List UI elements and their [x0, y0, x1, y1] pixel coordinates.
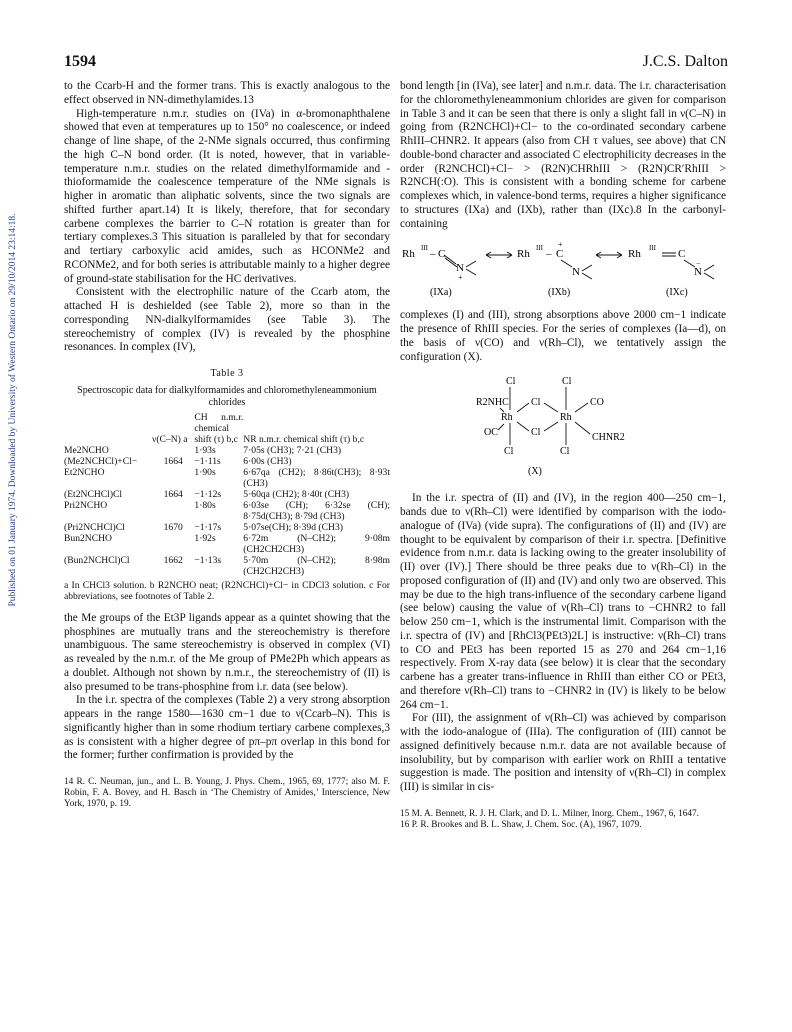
structure-label: (X) — [528, 466, 542, 478]
carbon-atom: C — [438, 248, 446, 261]
n-substituent-bond — [466, 269, 476, 275]
table-cell: 5·70m (N–CH2); 8·98m (CH2CH2CH3) — [243, 554, 390, 577]
table-title: Table 3 — [210, 368, 244, 379]
data-table — [64, 412, 390, 577]
table-cell: −1·17s — [194, 521, 222, 533]
rh-atom: Rh — [517, 248, 530, 261]
n-substituent-bond — [466, 261, 476, 267]
left-column — [64, 80, 390, 810]
table-cell: 6·00s (CH3) — [243, 455, 292, 467]
footnote: 14 R. C. Neuman, jun., and L. B. Young, J. Phys. Chem., 1965, 69, 1777; also M. F. Robin, F. A. Bovey, and H. Basch in ‘The Chemistry of Amides,’ Interscience, New York, 1970, p. 19. — [64, 777, 390, 809]
cl-atom: Cl — [560, 446, 570, 458]
footnotes-right — [400, 809, 726, 831]
column-header — [64, 412, 152, 445]
n-substituent-bond — [704, 265, 714, 271]
column-header: NR n.m.r. chemical shift (τ) b,c — [243, 433, 365, 445]
charge-plus: + — [558, 240, 563, 250]
table-cell: 6·72m (N–CH2); 9·08m (CH2CH2CH3) — [243, 532, 390, 555]
table-cell: 1664 — [163, 455, 183, 467]
table-cell — [152, 533, 194, 555]
table-row — [64, 533, 390, 555]
table-row — [64, 522, 390, 533]
table-cell: 5·60qa (CH2); 8·40t (CH3) — [243, 488, 350, 500]
table-cell: 5·07se(CH); 8·39d (CH3) — [243, 521, 343, 533]
table-row — [64, 489, 390, 500]
oc-ligand: OC — [484, 427, 498, 439]
right-column — [400, 80, 726, 831]
paragraph: the Me groups of the Et3P ligands appear as a quintet showing that the phosphines are mutually trans and the stereochemistry is therefore unambiguous. The same stereochemistry is observed in complex (VI) as revealed by the n.m.r. of the Me group of PMe2Ph which appears as a doublet. Although not shown by n.m.r., the stereochemistry of (II) is also presumed to be trans-phosphine from i.r. data (see below). — [64, 611, 390, 693]
rh-atom: Rh — [560, 412, 572, 424]
bond-dash: – — [430, 248, 436, 261]
cl-atom: Cl — [506, 376, 516, 388]
bond-dash: – — [546, 248, 552, 261]
paragraph: In the i.r. spectra of (II) and (IV), in the region 400—250 cm−1, bands due to ν(Rh–Cl) were identified by comparison with the iodo-analogue of (IVa) (vide supra). The configurations of (II) and (IV) are thought to be equivalent by comparison of their i.r. spectra. [Definitive evidence from n.m.r. data is lacking owing to the greater insolubility of (II) over (IV).] There should be three peaks due to ν(Rh–Cl) in the proposed configuration of (II) and (IV) and only two are observed. This may be due to the high trans-influence of the secondary carbene ligand (see below) causing the value of ν(Rh–Cl) trans to −CHNR2 to fall below 250 cm−1, which is the instrumental limit. Comparison with the i.r. spectra of (IV) and [RhCl3(PEt3)2L] is instructive: ν(Rh–Cl) trans to CO and PEt3 has been reported 15 as 270 and 264 cm−1,16 respectively. From X-ray data (see below) it is clear that the secondary carbene has a greater trans-influence in RhIII than either CO or PEt3, and therefore ν(Rh–Cl) trans to −CHNR2 in (IV) is likely to be below 264 cm−1. — [400, 492, 726, 711]
oxidation-state: III — [649, 244, 656, 253]
table-cell: 1·90s — [194, 466, 216, 478]
chnr2-ligand: CHNR2 — [592, 432, 625, 444]
table-row — [64, 467, 390, 489]
rh-atom: Rh — [501, 412, 513, 424]
paragraph: bond length [in (IVa), see later] and n.m.r. data. The i.r. characterisation for the chloromethyleneammonium chlorides are given for comparison in Table 3 and it can be seen that there is only a slight fall in ν(C–N) in going from (R2NCHCl)+Cl− to the co-ordinated secondary carbene RhIII–CHNR2. It appears (also from CH τ values, see above) that CN double-bond character and associated C electrophilicity decreases in the order (R2NCHCl)+Cl− > (R2N)CHRhIII > (R2N)CR′RhIII > R2NCH(:O). This is consistent with a bonding scheme for carbene complexes which, in valence-bond terms, requires a higher significance to structures (IXa) and (IXb), rather than (IXc).8 In the carbonyl-containing — [400, 80, 726, 230]
cl-bridge: Cl — [531, 427, 541, 439]
footnote: 16 P. R. Brookes and B. L. Shaw, J. Chem. Soc. (A), 1967, 1079. — [400, 819, 642, 830]
table-caption: Spectroscopic data for dialkylformamides and chloromethyleneammonium chlorides — [77, 384, 377, 408]
table-cell: 7·05s (CH3); 7·21 (CH3) — [243, 444, 342, 456]
paragraph: In the i.r. spectra of the complexes (Table 2) a very strong absorption appears in the range 1580—1630 cm−1 due to ν(Ccarb–N). This is significantly higher than in some rhodium tertiary carbene complexes,3 as is consistent with a higher degree of pπ–pπ overlap in this bond for the former; further confirmation is provided by the — [64, 694, 390, 762]
paragraph: complexes (I) and (III), strong absorptions above 2000 cm−1 indicate the presence of RhIII species. For the series of complexes (Ia—d), on the basis of ν(CO) and ν(Rh–Cl), we tentatively assign the configuration (X). — [400, 309, 726, 363]
table-row — [64, 555, 390, 577]
table-cell: 1664 — [163, 488, 183, 500]
paragraph: High-temperature n.m.r. studies on (IVa) in α-bromonaphthalene showed that even at temperatures up to 150° no coalescence, or indeed change of line shape, of the 2-NMe signals occurred, thus confirming the high C–N bond order. (It is noted, however, that in variable-temperature n.m.r. studies on the related dimethylformamide and -thioformamide the coalescence temperature of the NMe signals is higher in aromatic than aliphatic solvents, since the two signals are shifted further apart.14) It is likely, therefore, that for secondary carbene complexes the barrier to C–N rotation is greater than for tertiary complexes.3 This situation is paralleled by that for secondary and tertiary carboxylic acid amides, such as HCONMe2 and RCONMe2, and for both series is attributable mainly to a higher degree of ground-state stabilisation for the HC derivatives. — [64, 107, 390, 285]
table-cell: 1·92s — [194, 532, 216, 544]
table-header-row — [64, 412, 390, 445]
column-header: CH n.m.r. chemical shift (τ) b,c — [194, 411, 244, 445]
paragraph: For (III), the assignment of ν(Rh–Cl) was achieved by comparison with the iodo-analogue of (IIIa). The configuration of (III) cannot be assigned definitively because n.m.r. data are not available because of insolubility, but by comparison with earlier work on RhIII a tentative suggestion is made. The position and intensity of ν(Rh–Cl) in complex (III) is similar in cis- — [400, 712, 726, 793]
table-cell: 1·80s — [194, 499, 216, 511]
resonance-scheme-ix — [400, 239, 726, 299]
download-notice[interactable]: Published on 01 January 1974. Downloaded by University of Western Ontario on 29/10/2014 23:14:18. — [8, 213, 18, 607]
nitrogen-atom: N — [572, 266, 580, 279]
table-cell: 6·03se (CH); 6·32se (CH); 8·75d(CH3); 8·79d (CH3) — [243, 499, 390, 522]
table-cell: −1·11s — [194, 455, 221, 467]
table-cell — [152, 445, 194, 456]
footnotes-left — [64, 777, 390, 810]
table-footnote: a In CHCl3 solution. b R2NCHO neat; (R2NCHCl)+Cl− in CDCl3 solution. c For abbreviations, see footnotes of Table 2. — [64, 579, 390, 602]
table-cell: 1662 — [163, 554, 183, 566]
table-cell: (Et2NCHCl)Cl — [64, 488, 123, 500]
structure-label: (IXc) — [666, 287, 688, 299]
table-3 — [64, 367, 390, 602]
oxidation-state: III — [536, 244, 543, 253]
table-cell: 1·93s — [194, 444, 216, 456]
table-cell: Et2NCHO — [64, 466, 105, 478]
paragraph: to the Ccarb-H and the former trans. This is exactly analogous to the effect observed in NN-dimethylamides.13 — [64, 80, 390, 106]
rh-atom: Rh — [402, 248, 415, 261]
structure-label: (IXb) — [548, 287, 571, 299]
table-cell: (Me2NCHCl)+Cl− — [64, 455, 138, 467]
carbon-atom: C — [556, 248, 564, 261]
table-cell: −1·13s — [194, 554, 222, 566]
co-ligand: CO — [590, 397, 604, 409]
download-sidebar — [4, 180, 22, 640]
table-cell: 1670 — [163, 521, 183, 533]
table-row — [64, 456, 390, 467]
table-cell: Bun2NCHO — [64, 532, 112, 544]
table-row — [64, 445, 390, 456]
page-number: 1594 — [64, 53, 96, 70]
cl-bridge: Cl — [531, 397, 541, 409]
oxidation-state: III — [421, 244, 428, 253]
cl-atom: Cl — [562, 376, 572, 388]
column-header: ν(C–N) a — [152, 433, 188, 445]
paragraph: Consistent with the electrophilic nature of the Ccarb atom, the attached H is deshielded (see Table 2), more so than in the corresponding NN-dialkylformamides (see Table 3). The stereochemistry of complex (IV) is revealed by the phosphine resonances. In complex (IV), — [64, 286, 390, 354]
charge-minus: − — [696, 259, 701, 269]
table-row — [64, 500, 390, 522]
table-cell: (Pri2NCHCl)Cl — [64, 521, 125, 533]
table-cell — [152, 500, 194, 522]
rh-atom: Rh — [628, 248, 641, 261]
n-substituent-bond — [582, 265, 592, 271]
journal-name: J.C.S. Dalton — [642, 53, 728, 70]
n-substituent-bond — [704, 273, 714, 279]
charge-plus: + — [458, 273, 463, 283]
table-cell — [152, 467, 194, 489]
structure-x — [400, 374, 726, 484]
footnote: 15 M. A. Bennett, R. J. H. Clark, and D. L. Milner, Inorg. Chem., 1967, 6, 1647. — [400, 808, 700, 819]
table-cell: (Bun2NCHCl)Cl — [64, 554, 130, 566]
double-bond — [444, 255, 456, 264]
table-cell: 6·67qa (CH2); 8·86t(CH3); 8·93t (CH3) — [243, 466, 390, 489]
cl-atom: Cl — [504, 446, 514, 458]
single-bond — [561, 260, 572, 267]
r2nhc-ligand: R2NHC — [476, 397, 509, 409]
table-cell: Me2NCHO — [64, 444, 109, 456]
nitrogen-atom: N — [694, 266, 702, 279]
table-cell: Pri2NCHO — [64, 499, 108, 511]
structure-label: (IXa) — [430, 287, 452, 299]
n-substituent-bond — [582, 273, 592, 279]
carbon-atom: C — [678, 248, 686, 261]
nitrogen-atom: N — [456, 262, 464, 275]
table-cell: −1·12s — [194, 488, 222, 500]
